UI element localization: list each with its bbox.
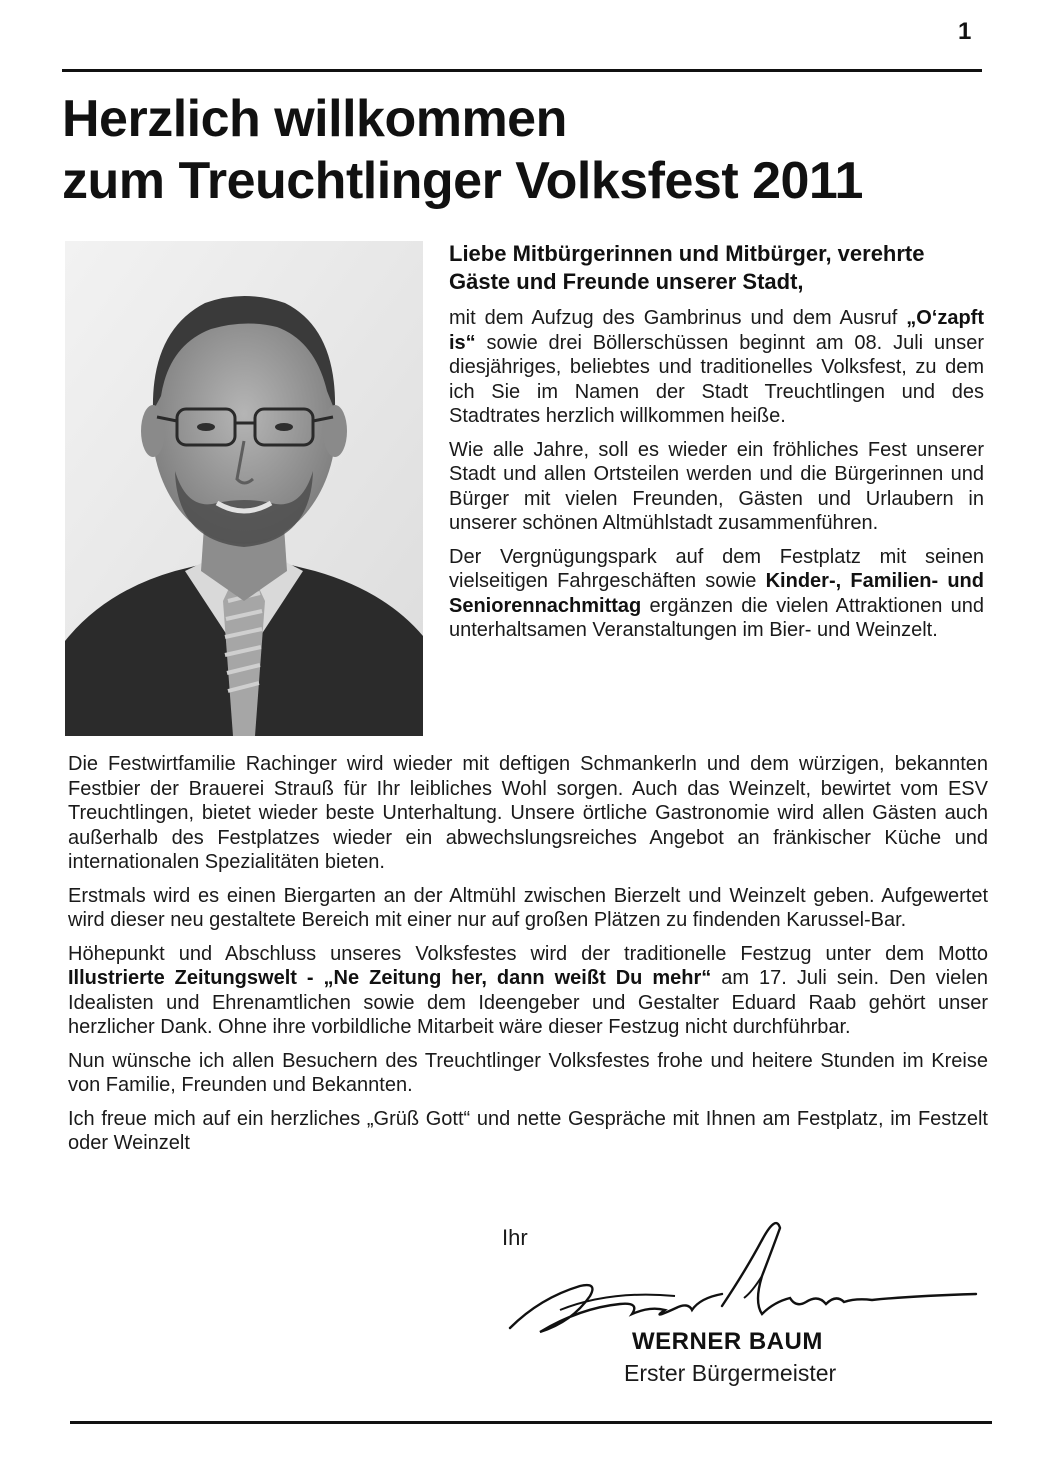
paragraph-amusement-bold: Kinder-, Familien- und Seniorennachmittag [449, 570, 984, 617]
top-rule [62, 69, 982, 72]
bottom-rule [70, 1421, 992, 1424]
paragraph-opening-text-a: mit dem Aufzug des Gambrinus und dem Ausruf [449, 307, 907, 329]
title-line-2: zum Treuchtlinger Volksfest 2011 [62, 152, 863, 210]
paragraph-greeting: Ich freue mich auf ein herzliches „Grüß Gott“ und nette Gespräche mit Ihnen am Festplatz, im Festzelt oder Weinzelt [68, 1107, 988, 1154]
paragraph-parade-text-c: am 17. Juli sein. Den vielen Idealisten und Ehrenamtlichen sowie dem Ideengeber und Gestalter Eduard Raab gehört unser herzlicher Dank. Ohne ihre vorbildliche Mitarbeit wäre dieser Festzug nicht durchführbar. [68, 967, 988, 1038]
body-text [68, 752, 988, 1165]
paragraph-opening-bold: „O‘zapft is“ [449, 307, 984, 354]
intro-column [449, 240, 984, 652]
paragraph-gastronomy: Die Festwirtfamilie Rachinger wird wieder mit deftigen Schmankerln und dem würzigen, bekannten Festbier der Brauerei Strauß für Ihr leibliches Wohl sorgen. Auch das Weinzelt, bewirtet vom ESV Treuchtlingen, bietet wieder beste Unterhaltung. Unsere örtliche Gastronomie wird allen Gästen auch außerhalb des Festplatzes wieder ein abwechslungsreiches Angebot an fränkischer Küche und internationalen Spezialitäten bieten. [68, 753, 988, 873]
page-number: 1 [958, 18, 972, 45]
page-title [62, 88, 992, 212]
paragraph-wishes: Nun wünsche ich allen Besuchern des Treuchtlinger Volksfestes frohe und heitere Stunden im Kreise von Familie, Freunden und Bekannten. [68, 1049, 988, 1096]
paragraph-parade [68, 942, 988, 1040]
closing-ihr: Ihr [502, 1225, 528, 1250]
portrait-graphic [65, 241, 423, 736]
paragraph-opening-text-c: sowie drei Böllerschüssen beginnt am 08. Juli unser diesjähriges, beliebtes und traditionelles Volksfest, zu dem ich Sie im Namen der Stadt Treuchtlingen und des Stadtrates herzlich willkommen heiße. [449, 331, 984, 427]
title-line-1: Herzlich willkommen [62, 90, 567, 148]
mayor-portrait [65, 241, 423, 736]
paragraph-parade-bold: Illustrierte Zeitungswelt - „Ne Zeitung her, dann weißt Du mehr“ [68, 967, 712, 989]
paragraph-amusement-text-c: ergänzen die vielen Attraktionen und unterhaltsamen Veranstaltungen im Bier- und Weinzelt. [449, 594, 984, 641]
signer-title: Erster Bürgermeister [624, 1360, 837, 1386]
paragraph-amusement-park [449, 545, 984, 643]
paragraph-festival: Wie alle Jahre, soll es wieder ein fröhliches Fest unserer Stadt und allen Ortsteilen werden und die Bürgerinnen und Bürger mit vielen Freunden, Gästen und Urlaubern in unserer schönen Altmühlstadt zusammenführen. [449, 438, 984, 534]
salutation: Liebe Mitbürgerinnen und Mitbürger, verehrte Gäste und Freunde unserer Stadt, [449, 241, 925, 294]
paragraph-beer-garden: Erstmals wird es einen Biergarten an der Altmühl zwischen Bierzelt und Weinzelt geben. Aufgewertet wird dieser neu gestaltete Bereich mit einer nur auf großen Plätzen zu findenden Karussel-Bar. [68, 884, 988, 931]
signer-name: WERNER BAUM [632, 1328, 823, 1355]
paragraph-parade-text-a: Höhepunkt und Abschluss unseres Volksfestes wird der traditionelle Festzug unter dem Motto [68, 942, 988, 965]
paragraph-amusement-text-a: Der Vergnügungspark auf dem Festplatz mit seinen vielseitigen Fahrgeschäften sowie [449, 545, 984, 592]
paragraph-opening [449, 306, 984, 429]
